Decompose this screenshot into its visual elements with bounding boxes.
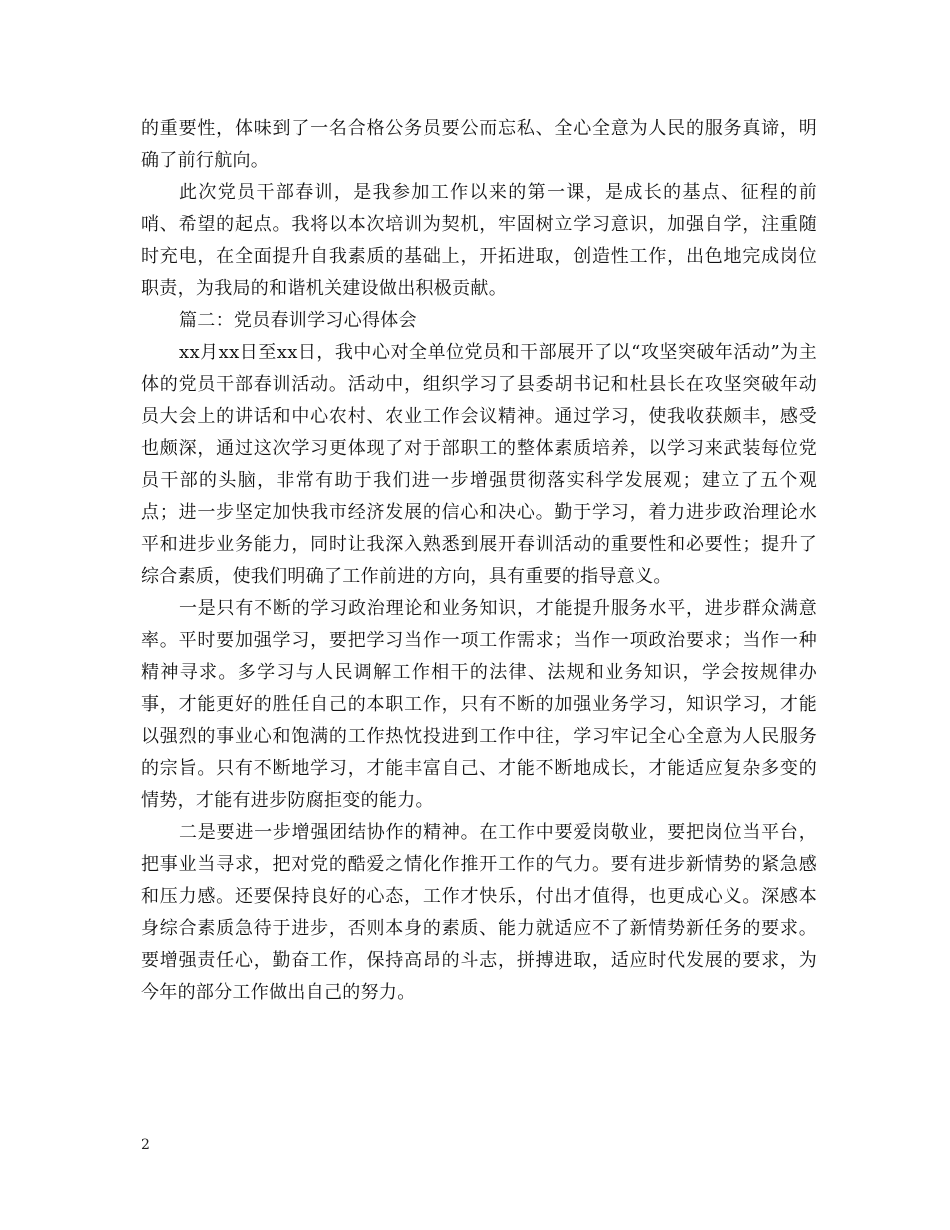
paragraph-2: 此次党员干部春训，是我参加工作以来的第一课，是成长的基点、征程的前哨、希望的起点。我将以本次培训为契机，牢固树立学习意识，加强自学，注重随时充电，在全面提升自我素质的基础上，开拓进取，创造性工作，出色地完成岗位职责，为我局的和谐机关建设做出积极贡献。 (141, 182, 817, 299)
paragraph-4: 一是只有不断的学习政治理论和业务知识，才能提升服务水平，进步群众满意率。平时要加强学习，要把学习当作一项工作需求；当作一项政治要求；当作一种精神寻求。多学习与人民调解工作相干的法律、法规和业务知识，学会按规律办事，才能更好的胜任自己的本职工作，只有不断的加强业务学习，知识学习，才能以强烈的事业心和饱满的工作热忱投进到工作中往，学习牢记全心全意为人民服务的宗旨。只有不断地学习，才能丰富自己、才能不断地成长，才能适应复杂多变的情势，才能有进步防腐拒变的能力。 (141, 598, 817, 811)
paragraph-3: xx月xx日至xx日，我中心对全单位党员和干部展开了以“攻坚突破年活动”为主体的党员干部春训活动。活动中，组织学习了县委胡书记和杜县长在攻坚突破年动员大会上的讲话和中心农村、农业工作会议精神。通过学习，使我收获颇丰，感受也颇深，通过这次学习更体现了对于部职工的整体素质培养，以学习来武装每位党员干部的头脑，非常有助于我们进一步增强贯彻落实科学发展观；建立了五个观点；进一步坚定加快我市经济发展的信心和决心。勤于学习，着力进步政治理论水平和进步业务能力，同时让我深入熟悉到展开春训活动的重要性和必要性；提升了综合素质，使我们明确了工作前进的方向，具有重要的指导意义。 (141, 342, 817, 587)
section-heading: 篇二：党员春训学习心得体会 (179, 310, 417, 331)
page-number: 2 (141, 1137, 150, 1153)
paragraph-5: 二是要进一步增强团结协作的精神。在工作中要爱岗敬业，要把岗位当平台，把事业当寻求，把对党的酷爱之情化作推开工作的气力。要有进步新情势的紧急感和压力感。还要保持良好的心态，工作才快乐，付出才值得，也更成心义。深感本身综合素质急待于进步，否则本身的素质、能力就适应不了新情势新任务的要求。要增强责任心，勤奋工作，保持高昂的斗志，拼搏进取，适应时代发展的要求，为今年的部分工作做出自己的努力。 (141, 822, 817, 1003)
document-body (141, 113, 817, 1009)
paragraph-1: 的重要性，体味到了一名合格公务员要公而忘私、全心全意为人民的服务真谛，明确了前行航向。 (141, 118, 817, 171)
